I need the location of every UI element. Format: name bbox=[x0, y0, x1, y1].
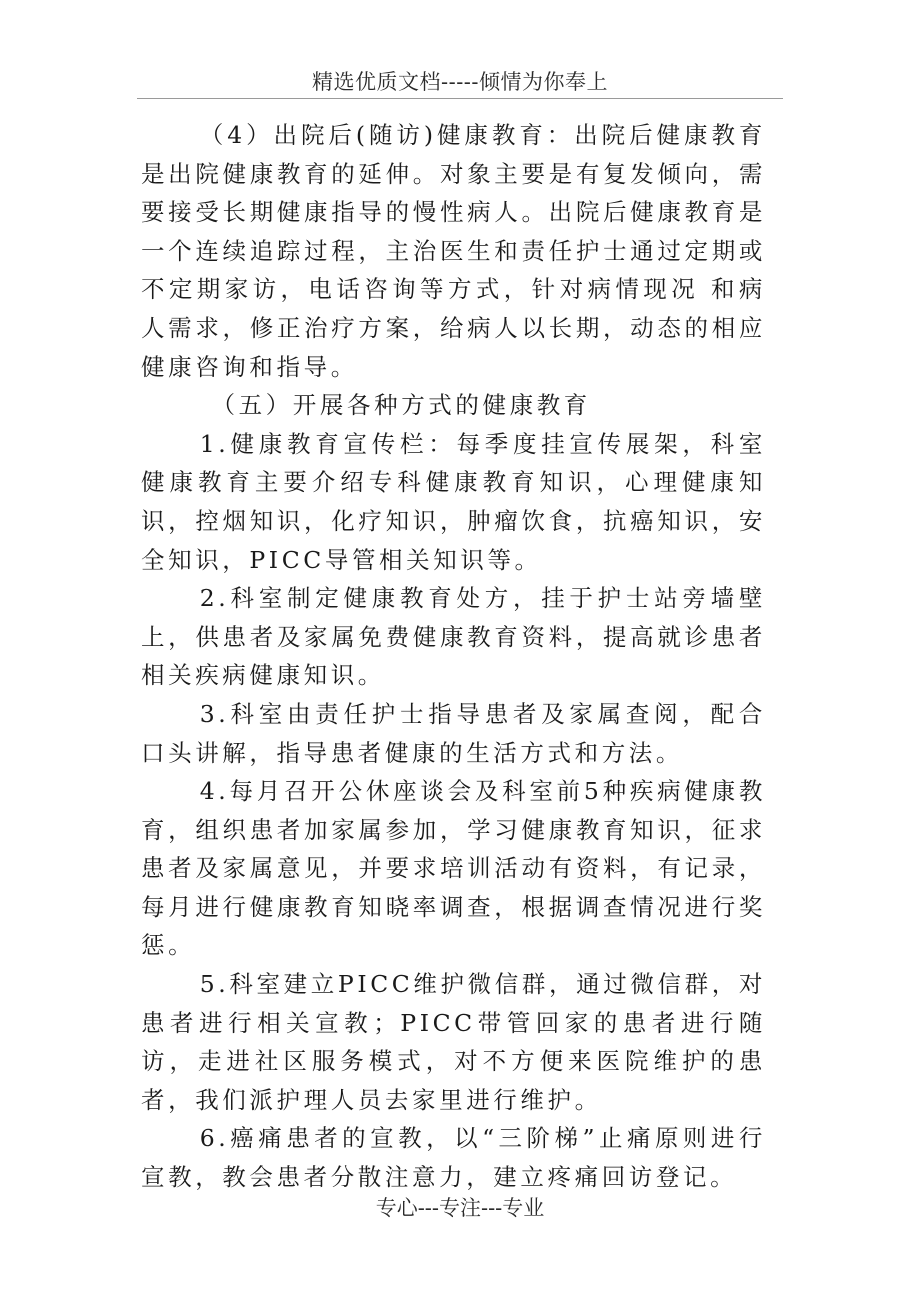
page-header: 精选优质文档-----倾情为你奉上 bbox=[312, 70, 608, 94]
list-item-2: 2.科室制定健康教育处方，挂于护士站旁墙壁上，供患者及家属免费健康教育资料，提高就诊患者相关疾病健康知识。 bbox=[141, 584, 766, 690]
document-body bbox=[141, 116, 766, 1197]
header-divider bbox=[137, 98, 783, 99]
page-footer: 专心---专注---专业 bbox=[375, 1196, 545, 1220]
section-heading: （五）开展各种方式的健康教育 bbox=[211, 391, 591, 420]
list-item-1: 1.健康教育宣传栏：每季度挂宣传展架，科室健康教育主要介绍专科健康教育知识，心理健康知识，控烟知识，化疗知识，肿瘤饮食，抗癌知识，安全知识，PICC导管相关知识等。 bbox=[141, 429, 766, 574]
list-item-3: 3.科室由责任护士指导患者及家属查阅，配合口头讲解，指导患者健康的生活方式和方法。 bbox=[141, 699, 766, 767]
paragraph-discharge-followup: （4）出院后(随访)健康教育：出院后健康教育是出院健康教育的延伸。对象主要是有复发倾向，需要接受长期健康指导的慢性病人。出院后健康教育是一个连续追踪过程，主治医生和责任护士通过定期或不定期家访，电话咨询等方式，针对病情现况 和病人需求，修正治疗方案，给病人以长期，动态的相应健康咨询和指导。 bbox=[141, 121, 766, 381]
list-item-5: 5.科室建立PICC维护微信群，通过微信群，对患者进行相关宣教；PICC带管回家的患者进行随访，走进社区服务模式，对不方便来医院维护的患者，我们派护理人员去家里进行维护。 bbox=[141, 970, 766, 1114]
list-item-6: 6.癌痛患者的宣教，以“三阶梯”止痛原则进行宣教，教会患者分散注意力，建立疼痛回访登记。 bbox=[141, 1124, 766, 1192]
list-item-4: 4.每月召开公休座谈会及科室前5种疾病健康教育，组织患者加家属参加，学习健康教育知识，征求患者及家属意见，并要求培训活动有资料，有记录，每月进行健康教育知晓率调查，根据调查情况进行奖惩。 bbox=[141, 777, 766, 960]
